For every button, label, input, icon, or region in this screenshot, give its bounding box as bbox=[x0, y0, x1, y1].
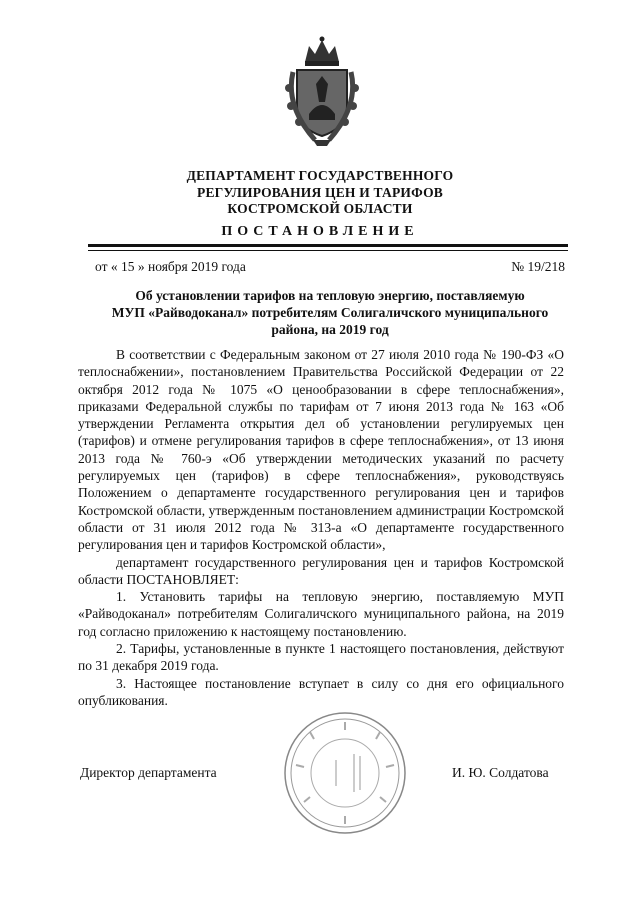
department-line: КОСТРОМСКОЙ ОБЛАСТИ bbox=[227, 201, 413, 216]
header-rule-thick bbox=[88, 244, 568, 247]
document-number: № 19/218 bbox=[511, 259, 565, 274]
signatory-position: Директор департамента bbox=[80, 765, 217, 780]
resolves-paragraph: департамент государственного регулирования цен и тарифов Костромской области ПОСТАНОВЛЯЕТ: bbox=[78, 554, 564, 587]
department-line: ДЕПАРТАМЕНТ ГОСУДАРСТВЕННОГО bbox=[186, 168, 454, 183]
item-3-paragraph: 3. Настоящее постановление вступает в силу со дня его официального опубликования. bbox=[78, 675, 564, 708]
item-1-paragraph: 1. Установить тарифы на тепловую энергию, поставляемую МУП «Райводоканал» потребителям Солигаличского муниципального района, на 2019 год согласно приложению к настоящему постановлению. bbox=[78, 589, 564, 639]
subject-line: МУП «Райводоканал» потребителям Солигаличского муниципального bbox=[111, 305, 549, 320]
coat-of-arms-emblem bbox=[283, 36, 361, 148]
document-body bbox=[78, 346, 564, 709]
document-type: ПОСТАНОВЛЕНИЕ bbox=[221, 224, 419, 239]
department-line: РЕГУЛИРОВАНИЯ ЦЕН И ТАРИФОВ bbox=[197, 184, 443, 200]
subject-line: района, на 2019 год bbox=[271, 322, 389, 337]
department-name bbox=[0, 168, 640, 218]
document-date: от « 15 » ноября 2019 года bbox=[95, 259, 246, 274]
item-2-paragraph: 2. Тарифы, установленные в пункте 1 настоящего постановления, действуют по 31 декабря 2019 года. bbox=[78, 641, 564, 674]
header-rule-thin bbox=[88, 250, 568, 251]
signatory-name: И. Ю. Солдатова bbox=[452, 765, 549, 780]
document-subject bbox=[90, 287, 570, 338]
official-seal-stamp bbox=[282, 710, 408, 836]
preamble-paragraph: В соответствии с Федеральным законом от 27 июля 2010 года № 190-ФЗ «О теплоснабжении», постановлением Правительства Российской Федерации от 22 октября 2012 года № 1075 «О ценообразовании в сфере теплоснабжения», приказами Федеральной службы по тарифам от 7 июня 2013 года № 163 «Об утверждении Регламента открытия дел об установлении регулируемых цен (тарифов) и отмене регулирования тарифов в сфере теплоснабжения», от 13 июня 2013 года № 760-э «Об утверждении методических указаний по расчету регулируемых цен (тарифов) в сфере теплоснабжения», руководствуясь Положением о департаменте государственного регулирования цен и тарифов Костромской области, утвержденным постановлением администрации Костромской области от 31 июля 2012 года № 313-а «О департаменте государственного регулирования цен и тарифов Костромской области», bbox=[78, 347, 564, 553]
subject-line: Об установлении тарифов на тепловую энергию, поставляемую bbox=[135, 288, 525, 303]
